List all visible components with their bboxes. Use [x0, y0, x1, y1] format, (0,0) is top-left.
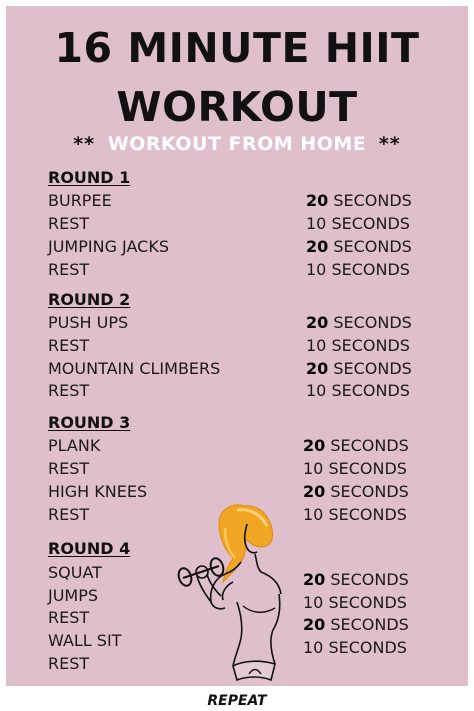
duration-unit: SECONDS: [331, 336, 410, 355]
exercise-duration: [306, 336, 410, 356]
round-1-label: ROUND 1: [48, 168, 131, 187]
exercise-duration: [306, 359, 412, 379]
duration-unit: SECONDS: [333, 359, 412, 378]
duration-number: 20: [306, 191, 329, 210]
title-line-1: 16 MINUTE HIIT: [54, 24, 420, 72]
exercise-duration: [303, 482, 409, 502]
exercise-name: MOUNTAIN CLIMBERS: [48, 359, 221, 378]
duration-unit: SECONDS: [328, 638, 407, 657]
duration-number: 10: [306, 260, 327, 279]
duration-number: 10: [303, 505, 324, 524]
title-line-2: WORKOUT: [116, 83, 358, 131]
subtitle-text: WORKOUT FROM HOME: [107, 133, 367, 155]
duration-unit: SECONDS: [328, 593, 407, 612]
duration-unit: SECONDS: [331, 381, 410, 400]
duration-unit: SECONDS: [328, 505, 407, 524]
exercise-duration: [306, 191, 412, 211]
duration-number: 20: [306, 359, 329, 378]
exercise-name: REST: [48, 505, 90, 524]
exercise-duration: [306, 214, 410, 234]
exercise-name: HIGH KNEES: [48, 482, 148, 501]
round-4-label: ROUND 4: [48, 539, 131, 558]
duration-number: 20: [303, 436, 326, 455]
exercise-duration: [306, 381, 410, 401]
exercise-name: BURPEE: [48, 191, 112, 210]
subtitle-stars-left: **: [73, 133, 96, 155]
exercise-duration: [306, 313, 412, 333]
repeat-footer: REPEAT: [207, 693, 267, 709]
exercise-duration: [303, 436, 409, 456]
exercise-name: REST: [48, 336, 90, 355]
exercise-duration: [303, 505, 407, 525]
duration-unit: SECONDS: [331, 260, 410, 279]
woman-with-dumbbell-icon: [175, 498, 300, 688]
duration-unit: SECONDS: [330, 615, 409, 634]
duration-number: 10: [306, 214, 327, 233]
duration-unit: SECONDS: [330, 436, 409, 455]
exercise-duration: [303, 638, 407, 658]
exercise-name: SQUAT: [48, 563, 102, 582]
round-3-label: ROUND 3: [48, 413, 131, 432]
round-2-label: ROUND 2: [48, 290, 131, 309]
duration-unit: SECONDS: [331, 214, 410, 233]
duration-number: 20: [303, 570, 326, 589]
exercise-name: JUMPS: [48, 586, 99, 605]
duration-number: 20: [303, 482, 326, 501]
exercise-duration: [306, 260, 410, 280]
exercise-name: REST: [48, 214, 90, 233]
duration-unit: SECONDS: [333, 313, 412, 332]
exercise-duration: [306, 237, 412, 257]
exercise-name: PLANK: [48, 436, 101, 455]
exercise-duration: [303, 459, 407, 479]
exercise-name: REST: [48, 459, 90, 478]
duration-unit: SECONDS: [328, 459, 407, 478]
subtitle: [0, 132, 474, 156]
exercise-name: JUMPING JACKS: [48, 237, 169, 256]
duration-unit: SECONDS: [333, 237, 412, 256]
exercise-name: PUSH UPS: [48, 313, 129, 332]
duration-number: 20: [306, 313, 329, 332]
duration-number: 10: [306, 381, 327, 400]
duration-number: 20: [306, 237, 329, 256]
exercise-name: WALL SIT: [48, 631, 122, 650]
duration-unit: SECONDS: [333, 191, 412, 210]
duration-unit: SECONDS: [330, 570, 409, 589]
exercise-name: REST: [48, 260, 90, 279]
exercise-name: REST: [48, 654, 90, 673]
subtitle-stars-right: **: [378, 133, 401, 155]
duration-number: 10: [303, 593, 324, 612]
exercise-name: REST: [48, 381, 90, 400]
exercise-name: REST: [48, 608, 90, 627]
exercise-duration: [303, 593, 407, 613]
duration-number: 10: [306, 336, 327, 355]
duration-number: 10: [303, 638, 324, 657]
duration-number: 10: [303, 459, 324, 478]
exercise-duration: [303, 615, 409, 635]
duration-number: 20: [303, 615, 326, 634]
duration-unit: SECONDS: [330, 482, 409, 501]
exercise-duration: [303, 570, 409, 590]
